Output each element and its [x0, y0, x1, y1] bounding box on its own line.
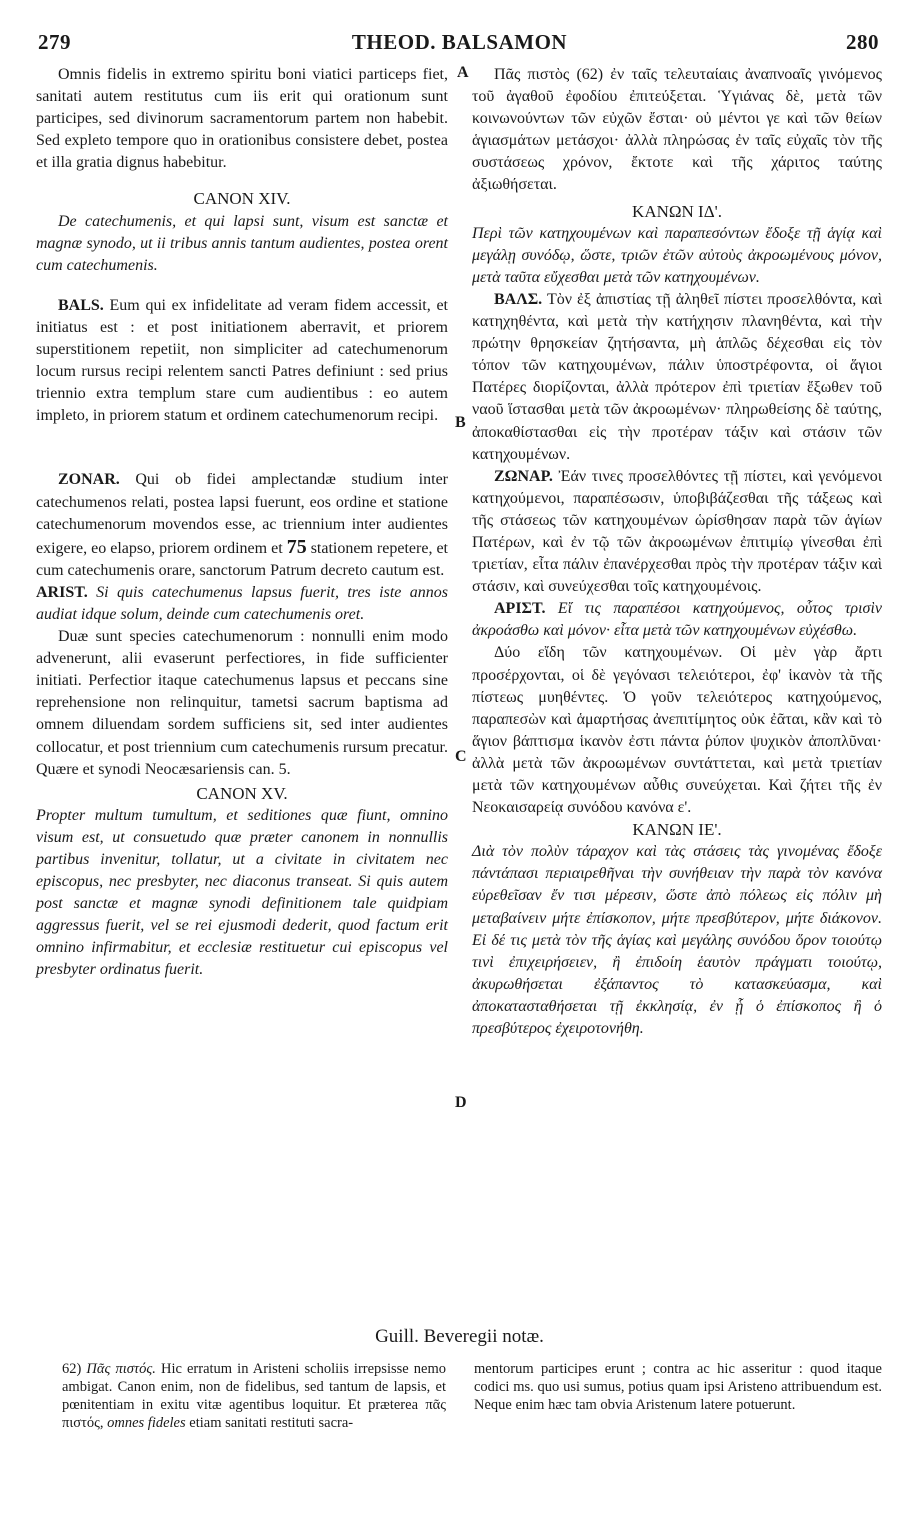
greek-bals-commentary — [472, 289, 882, 466]
greek-paragraph-1: Πᾶς πιστὸς (62) ἐν ταῖς τελευταίαις ἀναπνοαῖς γινόμενος τοῦ ἀγαθοῦ ἐφοδίου ἐπιτεύξεται. Ὑγιάνας δὲ, μετὰ τῶν κοινωνούντων τῶν εὐχῶν ἔσται· οὐ μέντοι γε καὶ τῶν θείων ἁγιασμάτων μετάσχοι· ἀλλὰ πληρώσας ἐν ταῖς εὐχαῖς τὸν τῆς συστάσεως χρόνον, ἔκτοτε καὶ τῆς χάριτος ταύτης ἀξιωθήσεται. — [472, 66, 882, 194]
page-number-left: 279 — [38, 30, 71, 54]
running-title: THEOD. BALSAMON — [351, 30, 568, 54]
greek-arist-text: Εἴ τις παραπέσοι κατηχούμενος, οὗτος τρισὶν ἀκροάσθω καὶ μόνον· εἶτα μετὰ τῶν κατηχουμένων εὐχέσθω. — [472, 600, 882, 640]
greek-zonar-commentary — [472, 466, 882, 599]
greek-canon-14-text: Περὶ τῶν κατηχουμένων καὶ παραπεσόντων ἔδοξε τῇ ἁγίᾳ καὶ μεγάλῃ συνόδῳ, ὥστε, τριῶν ἐτῶν αὐτοὺς ἀκροωμένους μόνον, μετὰ ταῦτα εὔχεσθαι μετὰ τῶν κατηχουμένων. — [472, 224, 882, 286]
greek-arist-label: ΑΡΙΣΤ. — [494, 600, 546, 618]
latin-canon-15-title: CANON XV. — [196, 783, 288, 803]
note-text-1: Hic erratum in Aristeni scholiis irrepsisse nemo ambigat. Canon enim, non de fidelibus, sed tantum de lapsis, et pœnitentiam in exitu vitæ agentibus loquitur. Et præterea — [62, 1361, 446, 1413]
greek-zonar-text: Ἐάν τινες προσελθόντες τῇ πίστει, καὶ γενόμενοι κατηχούμενοι, παραπέσωσιν, ὑποβιβάζεσθαι τῆς τάξεως καὶ τῆς στάσεως τῶν κατηχουμένων ὡρίσθησαν παρὰ τῶν ἁγίων Πατέρων, καὶ ἐν τῷ τῶν ἀκροωμένων ἐπιτιμίῳ γίνεσθαι ἐπὶ τριετίαν, εἶτα πάλιν ἐπανέρχεσθαι πρὸς τὴν προτέραν τάξιν καὶ στάσιν, καὶ συνεύχεσθαι τοῖς κατηχουμένοις. — [472, 467, 882, 596]
right-column — [472, 64, 882, 1040]
note-greek-lemma: Πᾶς πιστός. — [81, 1361, 156, 1377]
margin-marker-a: A — [457, 64, 469, 81]
greek-canon-15-text: Διὰ τὸν πολὺν τάραχον καὶ τὰς στάσεις τὰς γινομένας ἔδοξε πάντάπασι περιαιρεθῆναι τὴν συνήθειαν τὴν παρὰ τὸν κανόνα εὑρεθεῖσαν ἔν τισι μέρεσιν, ὥστε ἀπὸ πόλεως εἰς πόλιν μὴ μεταβαίνειν μήτε ἐπίσκοπον, μήτε πρεσβύτερον, μήτε διάκονον. Εἰ δέ τις μετὰ τὸν τῆς ἁγίας καὶ μεγάλης συνόδου ὅρον τοιούτῳ τινὶ ἐπιχειρήσειεν, ἢ ἐπιδοίη ἑαυτὸν πράγματι τοιούτῳ, ἀκυρωθήσεται ἐξάπαντος τὸ κατασκεύασμα, καὶ ἀποκατασταθήσεται τῇ ἐκκλησίᾳ, ἐν ᾗ ὁ ἐπίσκοπος ἢ ὁ πρεσβύτερος ἐχειροτονήθη. — [472, 843, 882, 1038]
left-column — [36, 64, 448, 982]
note-number: 62) — [62, 1361, 82, 1377]
latin-duae-paragraph: Duæ sunt species catechumenorum : nonnulli enim modo advenerunt, alii evaserunt perfectiores, in fide sufficienter initiati. Perfectior itaque catechumenus lapsus et peccans sine reprehensione non relinquitur, tametsi sacrum baptisma ad omnem diluendam sordem sufficiens sit, sed inter audientes collocatur, et post triennium cum catechumenis rursum precatur. Quære et synodi Neocæsariensis can. 5. — [36, 628, 448, 778]
note-greek-2: πᾶς πιστός, — [62, 1397, 446, 1431]
latin-zonar-commentary — [36, 469, 448, 581]
margin-marker-d: D — [455, 1094, 467, 1111]
margin-marker-c: C — [455, 748, 467, 765]
bals-text: Eum qui ex infidelitate ad veram fidem accessit, et initiatus est : et post initiationem aberravit, et priorem superstitionem repetiit, non simpliciter ad catechumenorum locum rursus recipi relentem sancti Patres definiunt : sed prius triennio extra templum stare cum audientibus : eo autem impleto, in priorem statum et ordinem catechumenorum recipi. — [36, 296, 448, 425]
zonar-label: ZONAR. — [58, 471, 120, 489]
page-number-right: 280 — [846, 30, 879, 54]
note-62-continued: mentorum participes erunt ; contra ac hic asseritur : quod itaque codici ms. quo usi sumus, potius quam ipsi Aristeno attribuendum est. Neque enim hæc tam obvia Aristenum latere potuerunt. — [474, 1361, 882, 1413]
greek-canon-14-title: ΚΑΝΩΝ ΙΔ'. — [632, 201, 722, 221]
latin-arist-commentary — [36, 582, 448, 626]
arist-text: Si quis catechumenus lapsus fuerit, tres iste annos audiat idque solum, deinde cum catechumenis oret. — [36, 583, 448, 623]
greek-zonar-label: ΖΩΝΑΡ. — [494, 467, 553, 485]
notes-left-column — [62, 1360, 446, 1432]
zonar-text-2: stationem repetere, et cum catechumenis orare, sanctorum Patrum decreto cautum est. — [36, 539, 449, 579]
latin-canon-14-text: De catechumenis, et qui lapsi sunt, visum est sanctæ et magnæ synodo, ut ii tribus annis tantum audientes, postea orent cum catechumenis. — [36, 212, 448, 274]
greek-canon-15-title: ΚΑΝΩΝ ΙΕ'. — [632, 820, 722, 840]
notes-title: Guill. Beveregii notæ. — [375, 1326, 544, 1347]
greek-bals-text: Τὸν ἐξ ἀπιστίας τῇ ἀληθεῖ πίστει προσελθόντα, καὶ κατηχηθέντα, καὶ μετὰ τὴν κατήχησιν πλανηθέντα, καὶ τὴν πρώτην θρησκείαν ζητήσαντα, μὴ ἁπλῶς δέχεσθαι εἰς τὸν τόπον τῶν κατηχουμένων, πάλιν ὑποστρέφοντα, οἱ ἅγιοι Πατέρες διορίζονται, ἀλλὰ πρότερον ἐπὶ τριετίαν ἔξωθεν τοῦ ναοῦ ἵστασθαι μετὰ τῶν ἀκροωμένων· πληρωθείσης δὲ ταύτης, ἀποκαθίστασθαι εἰς τὴν προτέραν τάξιν καὶ στάσιν τῶν κατηχουμένων. — [472, 290, 882, 463]
latin-canon-15-text: Propter multum tumultum, et seditiones quæ fiunt, omnino visum est, ut consuetudo quæ præter canonem in nonnullis partibus invenitur, tollatur, ut a civitate in civitatem nec episcopus, nec presbyter, nec diaconus transeat. Si quis autem post sanctæ et magnæ synodi definitionem tale quidpiam aggressus fuerit, vel se rei ejusmodi dederit, quod factum erit omnino infirmabitur, et ecclesiæ restituetur cui episcopus vel presbyter ordinatus fuerit. — [36, 806, 448, 979]
latin-paragraph-1: Omnis fidelis in extremo spiritu boni viatici particeps fiet, sanitati autem restitutus cum iis erit qui orationum sunt participes, sed divinorum sacramentorum partem non habebit. Sed expleto tempore quo in orationibus consistere debet, postea et illa gratia dignus habebitur. — [36, 66, 448, 172]
original-page-marker: 75 — [286, 535, 307, 558]
note-text-2: omnes fideles — [103, 1415, 186, 1431]
note-62 — [62, 1360, 446, 1432]
greek-bals-label: ΒΑΛΣ. — [494, 290, 543, 308]
latin-canon-14-title: CANON XIV. — [193, 189, 291, 209]
latin-bals-commentary — [36, 295, 448, 428]
arist-label: ARIST. — [36, 583, 88, 601]
note-text-3: etiam sanitati restituti sacra- — [185, 1415, 354, 1431]
margin-marker-b: B — [455, 414, 466, 431]
notes-right-column — [474, 1360, 882, 1414]
greek-arist-commentary — [472, 598, 882, 642]
greek-duo-paragraph: Δύο εἴδη τῶν κατηχουμένων. Οἱ μὲν γὰρ ἄρτι προσέρχονται, οἱ δὲ γεγόνασι τελειότεροι, ἐφ' ἱκανὸν τὰ τῆς πίστεως μυηθέντες. Ὁ γοῦν τελειότερος κατηχούμενος, παραπεσὼν καὶ ἁμαρτήσας ἀνεπιτίμητος οὐκ ἐᾶται, κἂν καὶ τὸ ἅγιον βάπτισμα ἱκανὸν ἐστι πάντα ῥύπον ψυχικὸν ἀποπλῦναι· ἀλλὰ μετὰ τῶν ἀκροωμένων συντάττεται, καὶ μετὰ τριετίαν μετὰ τῶν κατηχουμένων αὖθις συνεύχεται. Καὶ ζήτει τῆς ἐν Νεοκαισαρείᾳ συνόδου κανόνα ε'. — [472, 644, 882, 817]
zonar-text-1: Qui ob fidei amplectandæ studium inter catechumenos relati, postea lapsi fuerunt, eos ordine et statione catechumenorum movendos esse, ac triennium inter audientes exigere, eo elapso, priorem ordinem et — [36, 471, 448, 557]
bals-label: BALS. — [58, 296, 104, 314]
